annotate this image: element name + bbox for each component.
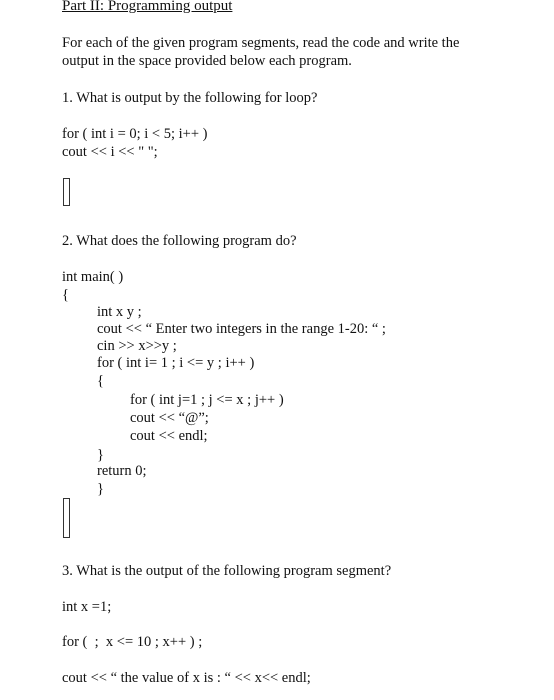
q2-code-line-8: for ( int j=1 ; j <= x ; j++ ) [130,392,284,408]
q2-code-line-11: } [97,447,104,463]
q3-code-line-1: int x =1; [62,599,112,615]
q2-code-line-10: cout << endl; [130,428,208,444]
instruction-line-1: For each of the given program segments, read the code and write the [62,35,460,51]
q1-code-line-1: for ( int i = 0; i < 5; i++ ) [62,126,208,142]
q2-code-line-12: return 0; [97,463,147,479]
instruction-line-2: output in the space provided below each program. [62,53,352,69]
q2-code-line-7: { [97,373,104,389]
q3-code-line-3: cout << “ the value of x is : “ << x<< endl; [62,670,311,686]
q2-question: 2. What does the following program do? [62,233,297,249]
q1-code-line-2: cout << i << " "; [62,144,158,160]
q3-question: 3. What is the output of the following program segment? [62,563,392,579]
q1-answer-field[interactable] [63,178,70,206]
q2-answer-field[interactable] [63,498,70,538]
q2-code-line-6: for ( int i= 1 ; i <= y ; i++ ) [97,355,255,371]
q2-code-line-13: } [97,481,104,497]
q1-question: 1. What is output by the following for loop? [62,90,318,106]
q2-code-line-5: cin >> x>>y ; [97,338,177,354]
q2-code-line-4: cout << “ Enter two integers in the range 1-20: “ ; [97,321,386,337]
section-title: Part II: Programming output [62,0,233,14]
q2-code-line-1: int main( ) [62,269,124,285]
q3-code-line-2: for ( ; x <= 10 ; x++ ) ; [62,634,203,650]
q2-code-line-2: { [62,287,69,303]
q2-code-line-9: cout << “@”; [130,410,209,426]
q2-code-line-3: int x y ; [97,304,142,320]
